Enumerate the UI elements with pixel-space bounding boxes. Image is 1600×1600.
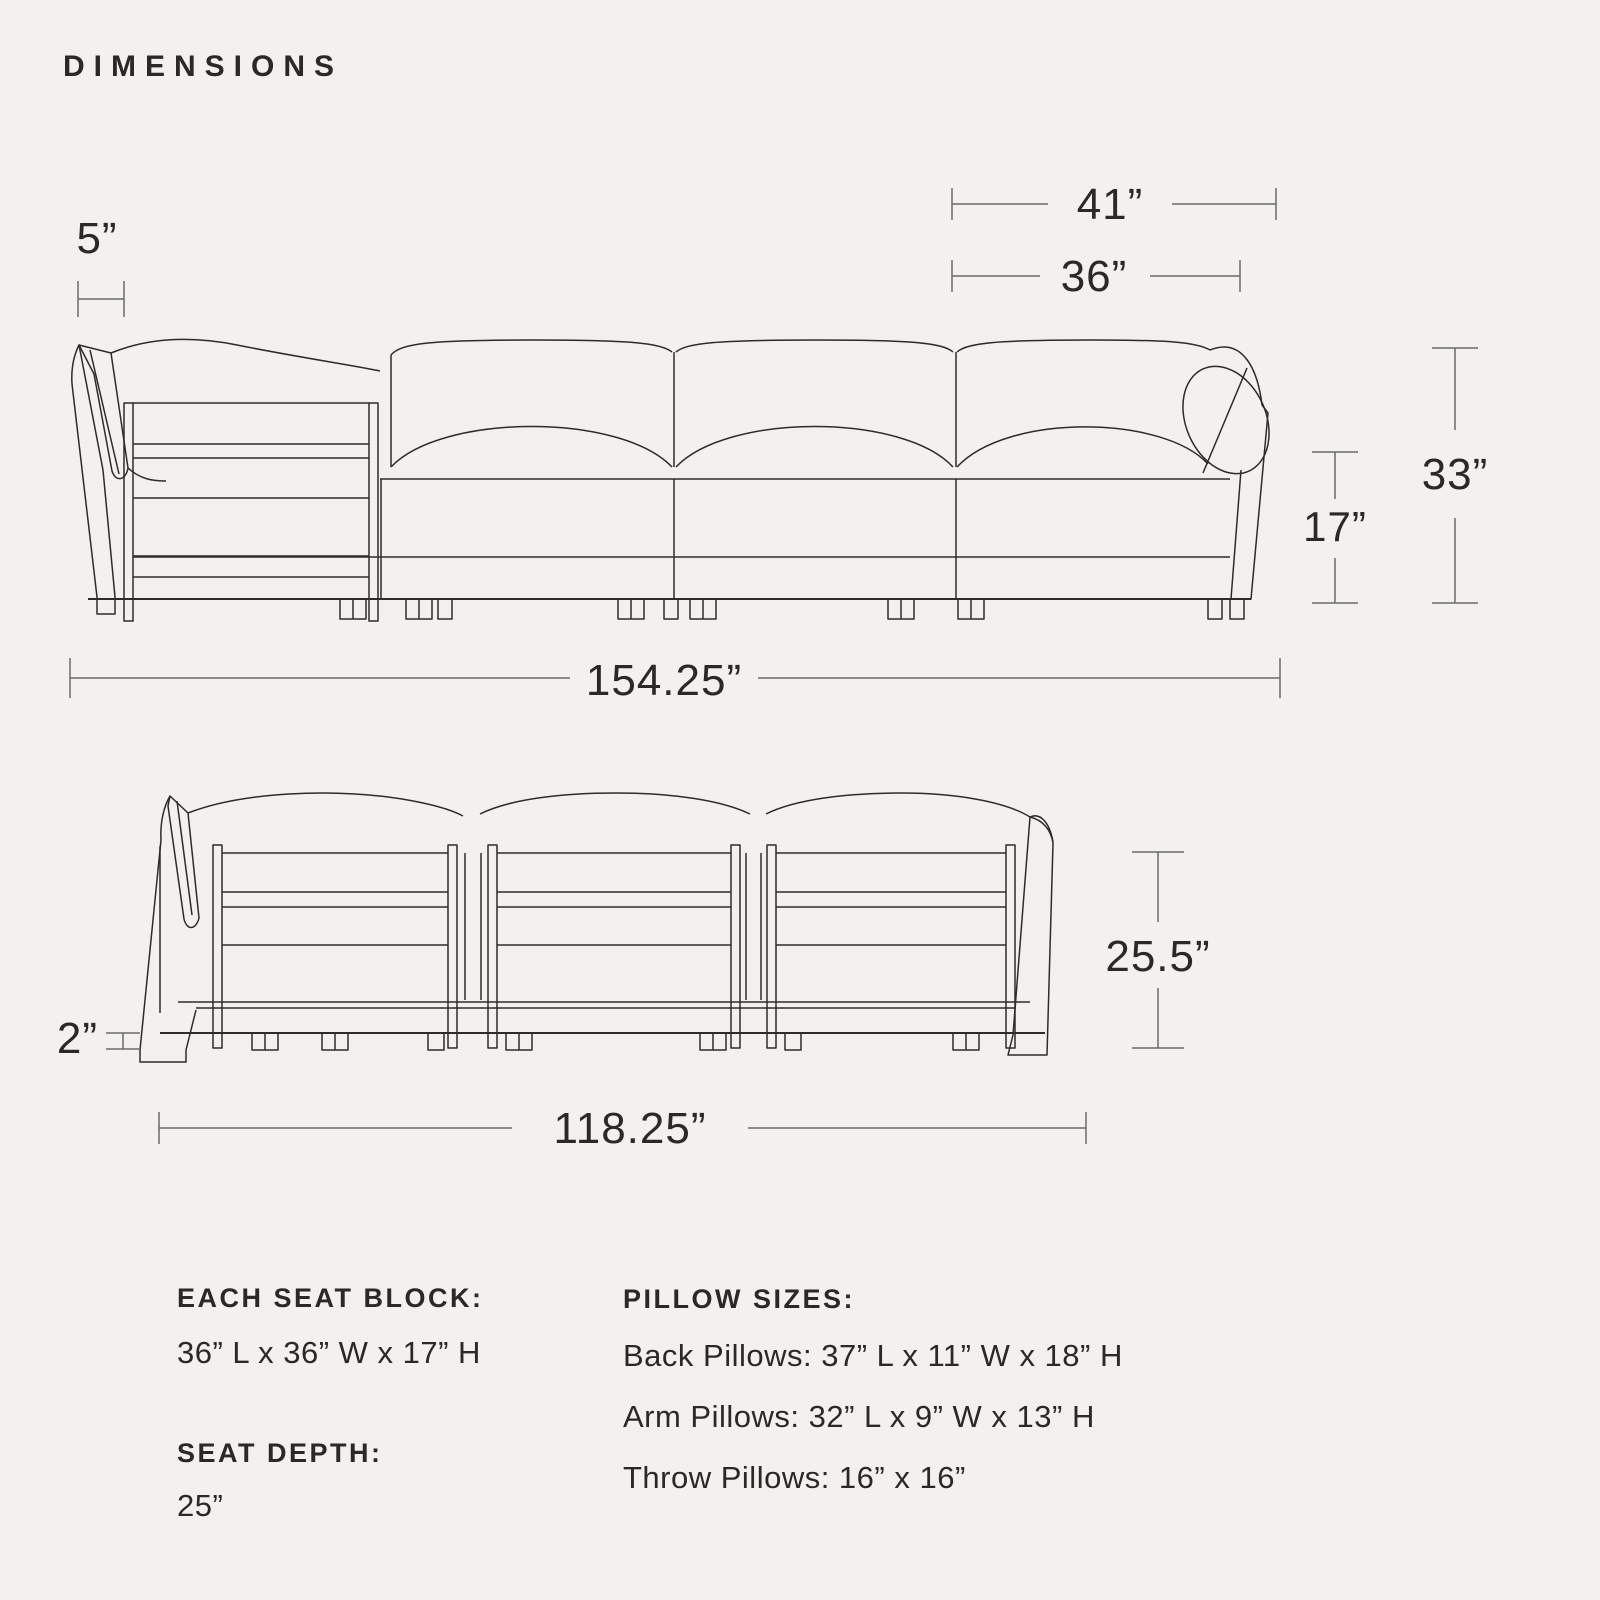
dim-label-back-overall-width: 118.25” bbox=[553, 1104, 707, 1153]
front-seat-modules bbox=[88, 340, 1251, 599]
seat-block-value: 36” L x 36” W x 17” H bbox=[177, 1335, 481, 1370]
back-left-arm bbox=[140, 796, 199, 1062]
sofa-back-view-drawing bbox=[140, 793, 1053, 1062]
dim-label-front-overall-width: 154.25” bbox=[585, 656, 743, 705]
pillow-size-back: Back Pillows: 37” L x 11” W x 18” H bbox=[623, 1338, 1123, 1373]
front-right-arm-bolster bbox=[1167, 347, 1286, 599]
page-title: DIMENSIONS bbox=[63, 50, 344, 83]
pillow-size-arm: Arm Pillows: 32” L x 9” W x 13” H bbox=[623, 1399, 1095, 1434]
front-corner-module bbox=[72, 339, 380, 621]
sofa-front-view-drawing bbox=[72, 339, 1286, 621]
dim-label-seat-with-arm-width: 41” bbox=[1076, 180, 1144, 229]
dim-label-overall-height: 33” bbox=[1421, 450, 1489, 499]
seat-depth-heading: SEAT DEPTH: bbox=[177, 1438, 383, 1468]
seat-block-heading: EACH SEAT BLOCK: bbox=[177, 1283, 484, 1313]
dim-label-leg-height: 2” bbox=[56, 1014, 98, 1063]
dim-label-arm-width: 5” bbox=[76, 214, 118, 263]
back-pillow-tops bbox=[188, 793, 1053, 842]
back-feet bbox=[252, 1033, 979, 1050]
pillow-sizes-heading: PILLOW SIZES: bbox=[623, 1284, 855, 1314]
seat-depth-specs bbox=[177, 1438, 383, 1524]
seat-block-specs bbox=[177, 1283, 484, 1371]
front-feet bbox=[340, 599, 1244, 619]
seat-depth-value: 25” bbox=[177, 1488, 224, 1523]
dimension-lines bbox=[70, 188, 1478, 1144]
pillow-sizes-specs bbox=[623, 1284, 1123, 1496]
dim-label-seat-width: 36” bbox=[1060, 252, 1128, 301]
dim-label-back-frame-height: 25.5” bbox=[1105, 932, 1211, 981]
back-frames bbox=[160, 845, 1045, 1048]
dim-label-seat-height: 17” bbox=[1303, 503, 1367, 550]
pillow-size-throw: Throw Pillows: 16” x 16” bbox=[623, 1460, 966, 1495]
